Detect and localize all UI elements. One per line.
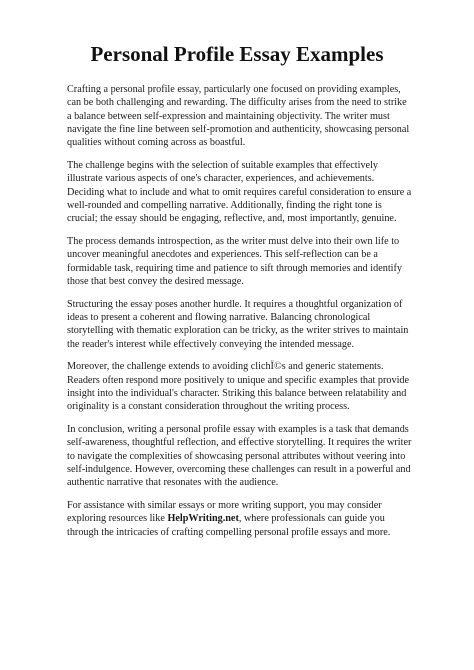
paragraph-closing [67,499,412,539]
paragraph-process: The process demands introspection, as the writer must delve into their own life to uncover meaningful anecdotes and experiences. This self-reflection can be a formidable task, requiring time and patience to sift through memories and identify those that best convey the desired message. [67,235,402,287]
paragraph-challenge: The challenge begins with the selection of suitable examples that effectively illustrate various aspects of one's character, experiences, and achievements. Deciding what to include and what to omit requires careful consideration to ensure a well-rounded and compelling narrative. Additionally, finding the right tone is crucial; the essay should be engaging, reflective, and, most importantly, genuine. [67,159,412,225]
paragraph-conclusion: In conclusion, writing a personal profile essay with examples is a task that demands self-awareness, thoughtful reflection, and effective storytelling. It requires the writer to navigate the complexities of showcasing personal attributes without veering into self-indulgence. However, overcoming these challenges can result in a powerful and authentic narrative that resonates with the audience. [67,424,412,489]
helpwriting-link[interactable]: HelpWriting.net [167,513,239,525]
paragraph-cliches: Moreover, the challenge extends to avoiding clichÏ©s and generic statements. Readers often respond more positively to unique and specific examples that provide insight into the individual's character. Striking this balance between relatability and originality is a constant consideration throughout the writing process. [67,361,410,413]
page-title: Personal Profile Essay Examples [90,42,384,66]
paragraph-intro: Crafting a personal profile essay, particularly one focused on providing examples, can be both challenging and rewarding. The difficulty arises from the need to strike a balance between self-expression and maintaining objectivity. The writer must navigate the fine line between self-promotion and authenticity, showcasing personal qualities without coming across as boastful. [67,84,410,149]
closing-text-after: , where professionals can guide you through the intricacies of crafting compelling personal profile essays and more. [67,513,391,538]
document-body [67,83,412,548]
closing-text-before: For assistance with similar essays or more writing support, you may consider exploring resources like [67,500,382,525]
paragraph-structure: Structuring the essay poses another hurdle. It requires a thoughtful organization of ideas to present a coherent and flowing narrative. Balancing chronological storytelling with thematic exploration can be tricky, as the writer strives to maintain the reader's interest while effectively conveying the intended message. [67,298,409,350]
